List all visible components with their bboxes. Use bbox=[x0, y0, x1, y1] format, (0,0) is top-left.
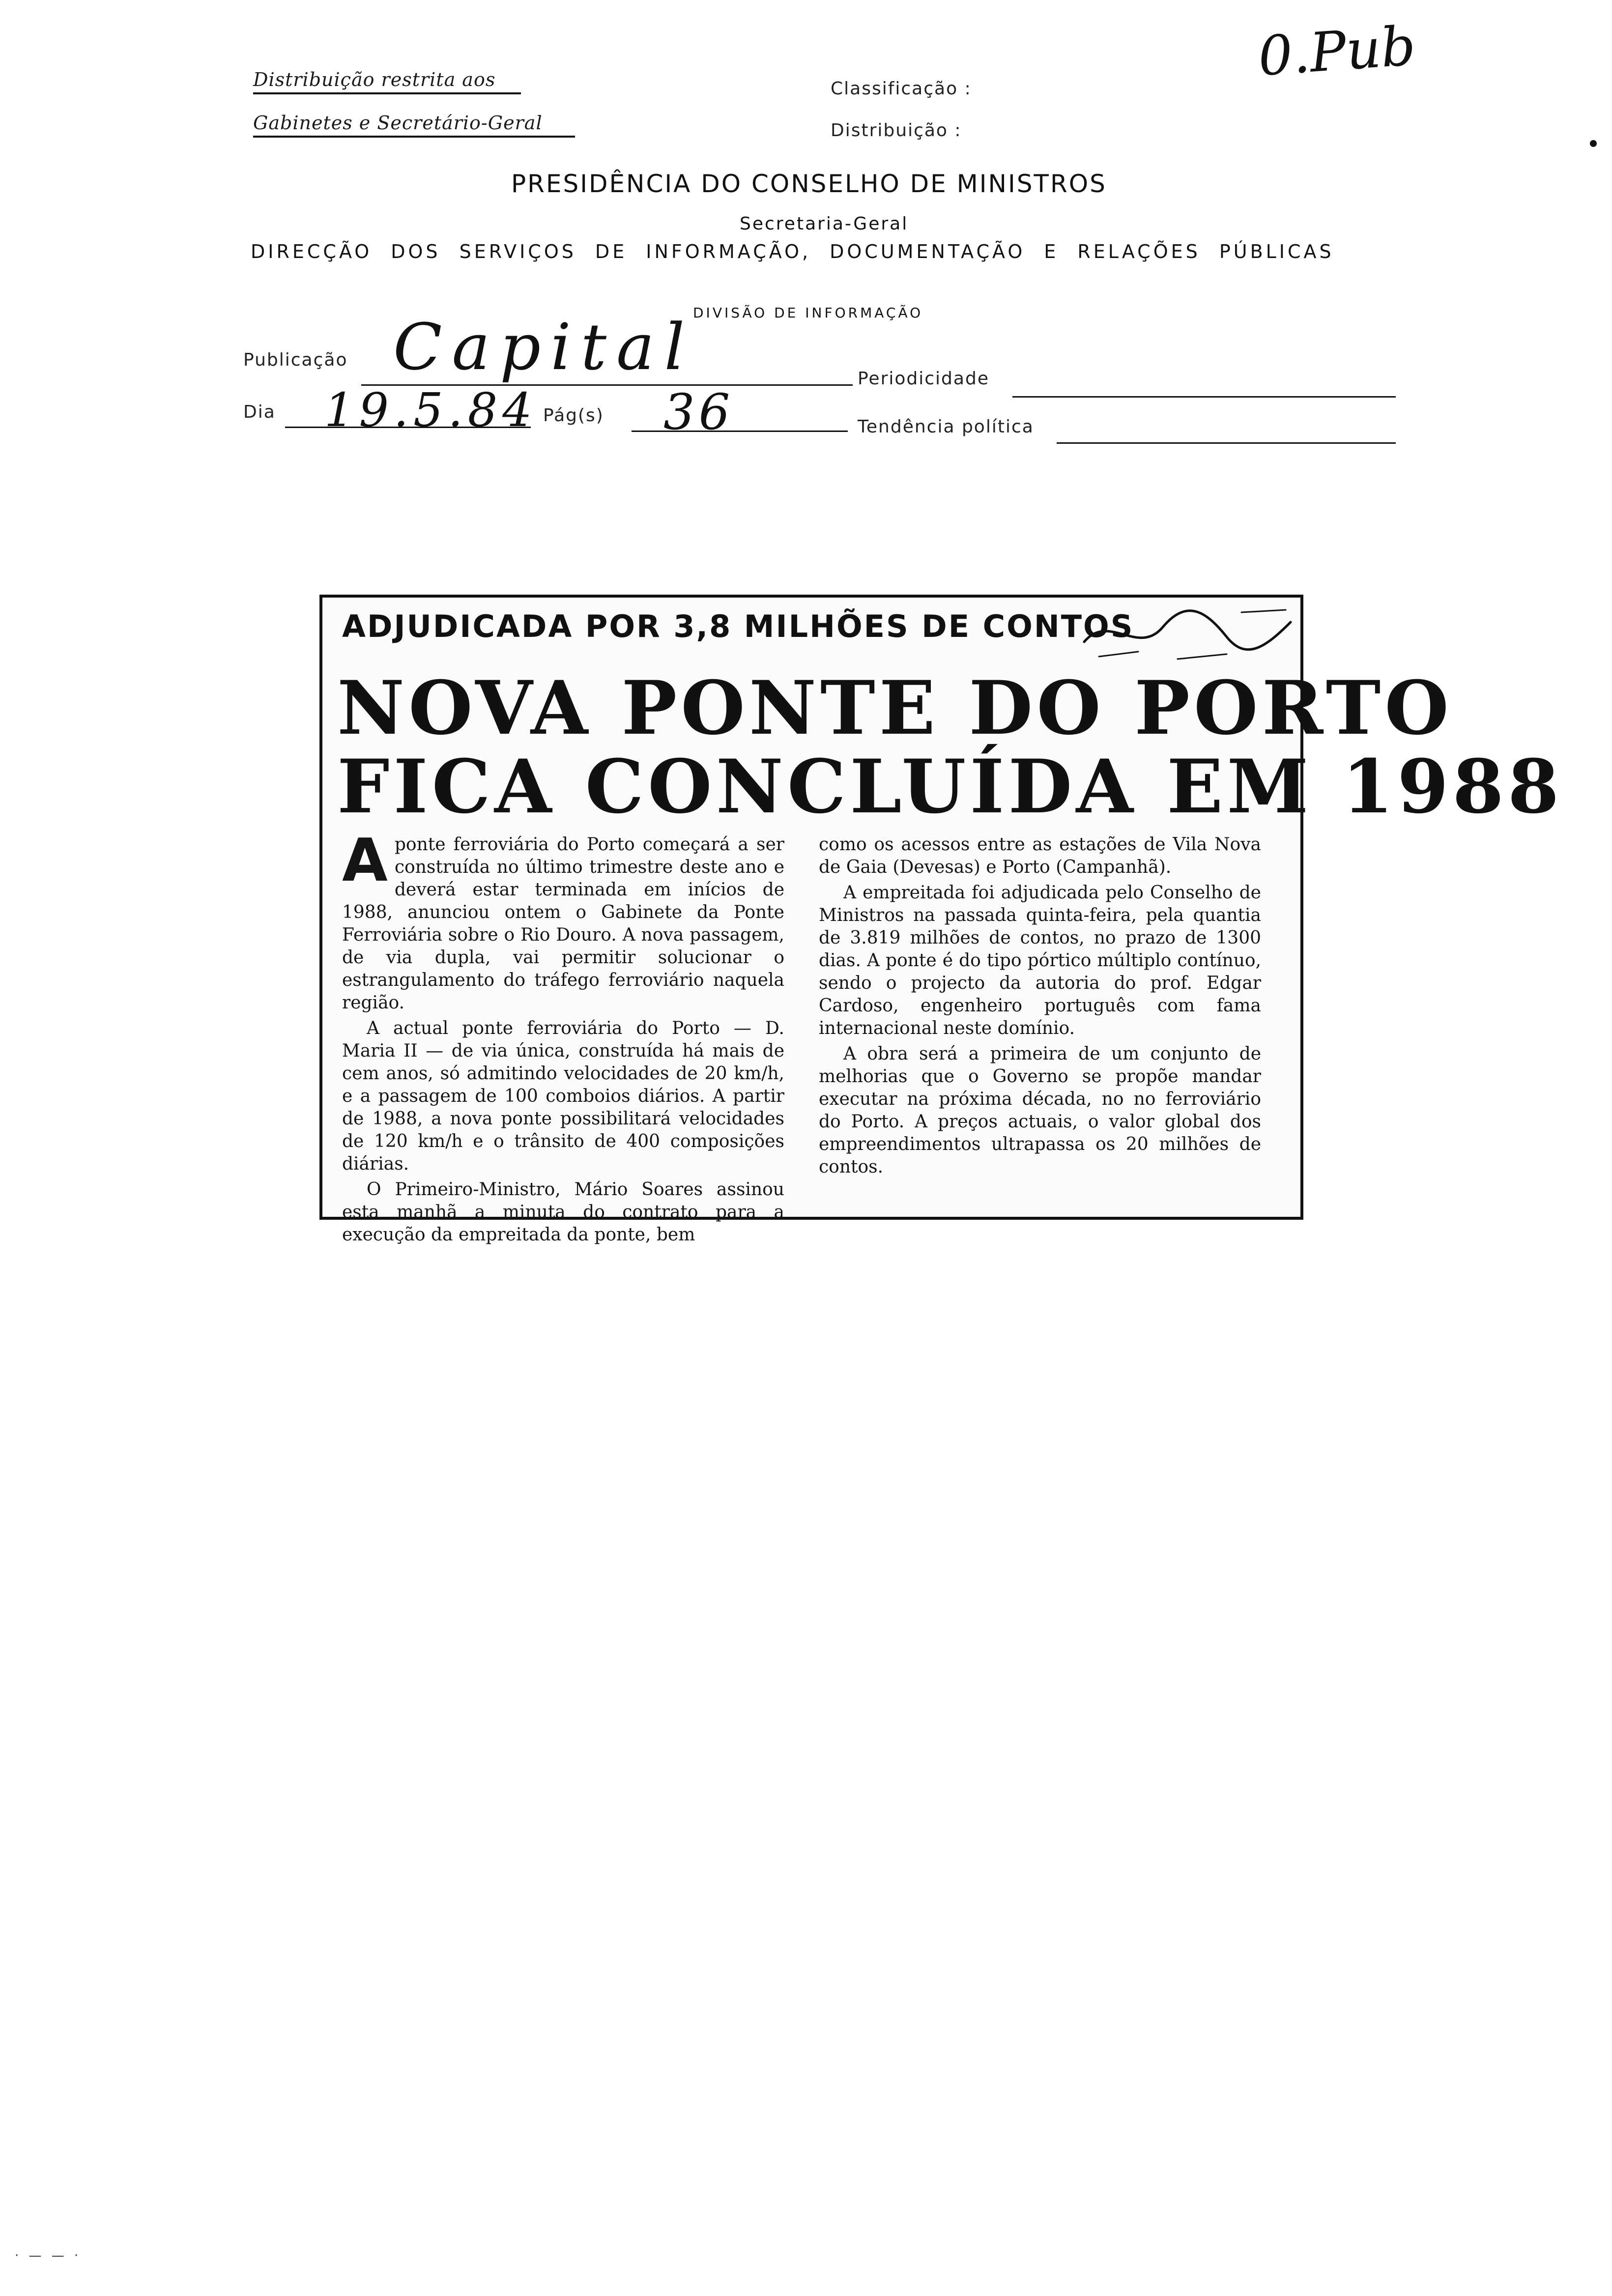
margin-mark bbox=[1590, 140, 1597, 147]
corner-handwritten-note: 0.Pub bbox=[1256, 14, 1418, 88]
pags-label: Pág(s) bbox=[543, 405, 604, 426]
distribution-note-line1: Distribuição restrita aos bbox=[253, 69, 521, 94]
photocopy-noise bbox=[1079, 603, 1295, 666]
page-title: PRESIDÊNCIA DO CONSELHO DE MINISTROS bbox=[511, 170, 1107, 198]
article-column-1 bbox=[342, 827, 784, 1249]
article-paragraph: como os acessos entre as estações de Vila Nova de Gaia (Devesas) e Porto (Campanhã). bbox=[819, 834, 1261, 877]
footer-mark: · — — · bbox=[15, 2248, 82, 2263]
article-paragraph-text: ponte ferroviária do Porto começará a ser construída no último trimestre deste ano e deverá estar terminada em inícios de 1988, anunciou ontem o Gabinete da Ponte Ferroviária sobre o Rio Douro. A nova passagem, de via dupla, vai permitir solucionar o estrangulamento do tráfego ferroviário naquela região. bbox=[342, 834, 784, 1013]
dia-label: Dia bbox=[243, 402, 276, 422]
article-headline-line1: NOVA PONTE DO PORTO bbox=[337, 665, 1453, 751]
page-subtitle: Secretaria-Geral bbox=[740, 214, 909, 234]
directorate-line: DIRECÇÃO DOS SERVIÇOS DE INFORMAÇÃO, DOCUMENTAÇÃO E RELAÇÕES PÚBLICAS bbox=[251, 241, 1334, 262]
dia-value: 19.5.84 bbox=[324, 383, 537, 437]
tendencia-line bbox=[1057, 442, 1396, 444]
publicacao-label: Publicação bbox=[243, 350, 348, 370]
article-column-2 bbox=[819, 833, 1261, 1181]
article-paragraph bbox=[342, 827, 784, 1014]
article-paragraph: O Primeiro-Ministro, Mário Soares assinou esta manhã a minuta do contrato para a execução da empreitada da ponte, bem bbox=[342, 1179, 784, 1245]
dropcap: A bbox=[342, 827, 388, 895]
pags-value: 36 bbox=[663, 383, 734, 441]
periodicidade-line bbox=[1012, 396, 1396, 398]
classificacao-label: Classificação : bbox=[831, 79, 972, 99]
article-headline-line2: FICA CONCLUÍDA EM 1988 bbox=[337, 744, 1563, 830]
newspaper-clipping bbox=[319, 595, 1563, 1245]
tendencia-label: Tendência política bbox=[858, 417, 1034, 437]
division-line: DIVISÃO DE INFORMAÇÃO bbox=[693, 305, 923, 321]
periodicidade-label: Periodicidade bbox=[858, 369, 989, 389]
distribution-note-line2: Gabinetes e Secretário-Geral bbox=[253, 112, 575, 138]
article-paragraph: A empreitada foi adjudicada pelo Conselho de Ministros na passada quinta-feira, pela quantia de 3.819 milhões de contos, no prazo de 1300 dias. A ponte é do tipo pórtico múltiplo contínuo, sendo o projecto da autoria do prof. Edgar Cardoso, engenheiro português com fama internacional neste domínio. bbox=[819, 883, 1261, 1038]
article-kicker: ADJUDICADA POR 3,8 MILHÕES DE CONTOS bbox=[342, 608, 1134, 644]
publicacao-value: Capital bbox=[393, 310, 695, 384]
article-paragraph: A obra será a primeira de um conjunto de melhorias que o Governo se propõe mandar executar na próxima década, no no ferroviário do Porto. A preços actuais, o valor global dos empreendimentos ultrapassa os 20 milhões de contos. bbox=[819, 1044, 1261, 1177]
distribuicao-label: Distribuição : bbox=[831, 120, 962, 141]
article-paragraph: A actual ponte ferroviária do Porto — D. Maria II — de via única, construída há mais de cem anos, só admitindo velocidades de 20 km/h, e a passagem de 100 comboios diários. A partir de 1988, a nova ponte possibilitará velocidades de 120 km/h e o trânsito de 400 composições diárias. bbox=[342, 1018, 784, 1174]
